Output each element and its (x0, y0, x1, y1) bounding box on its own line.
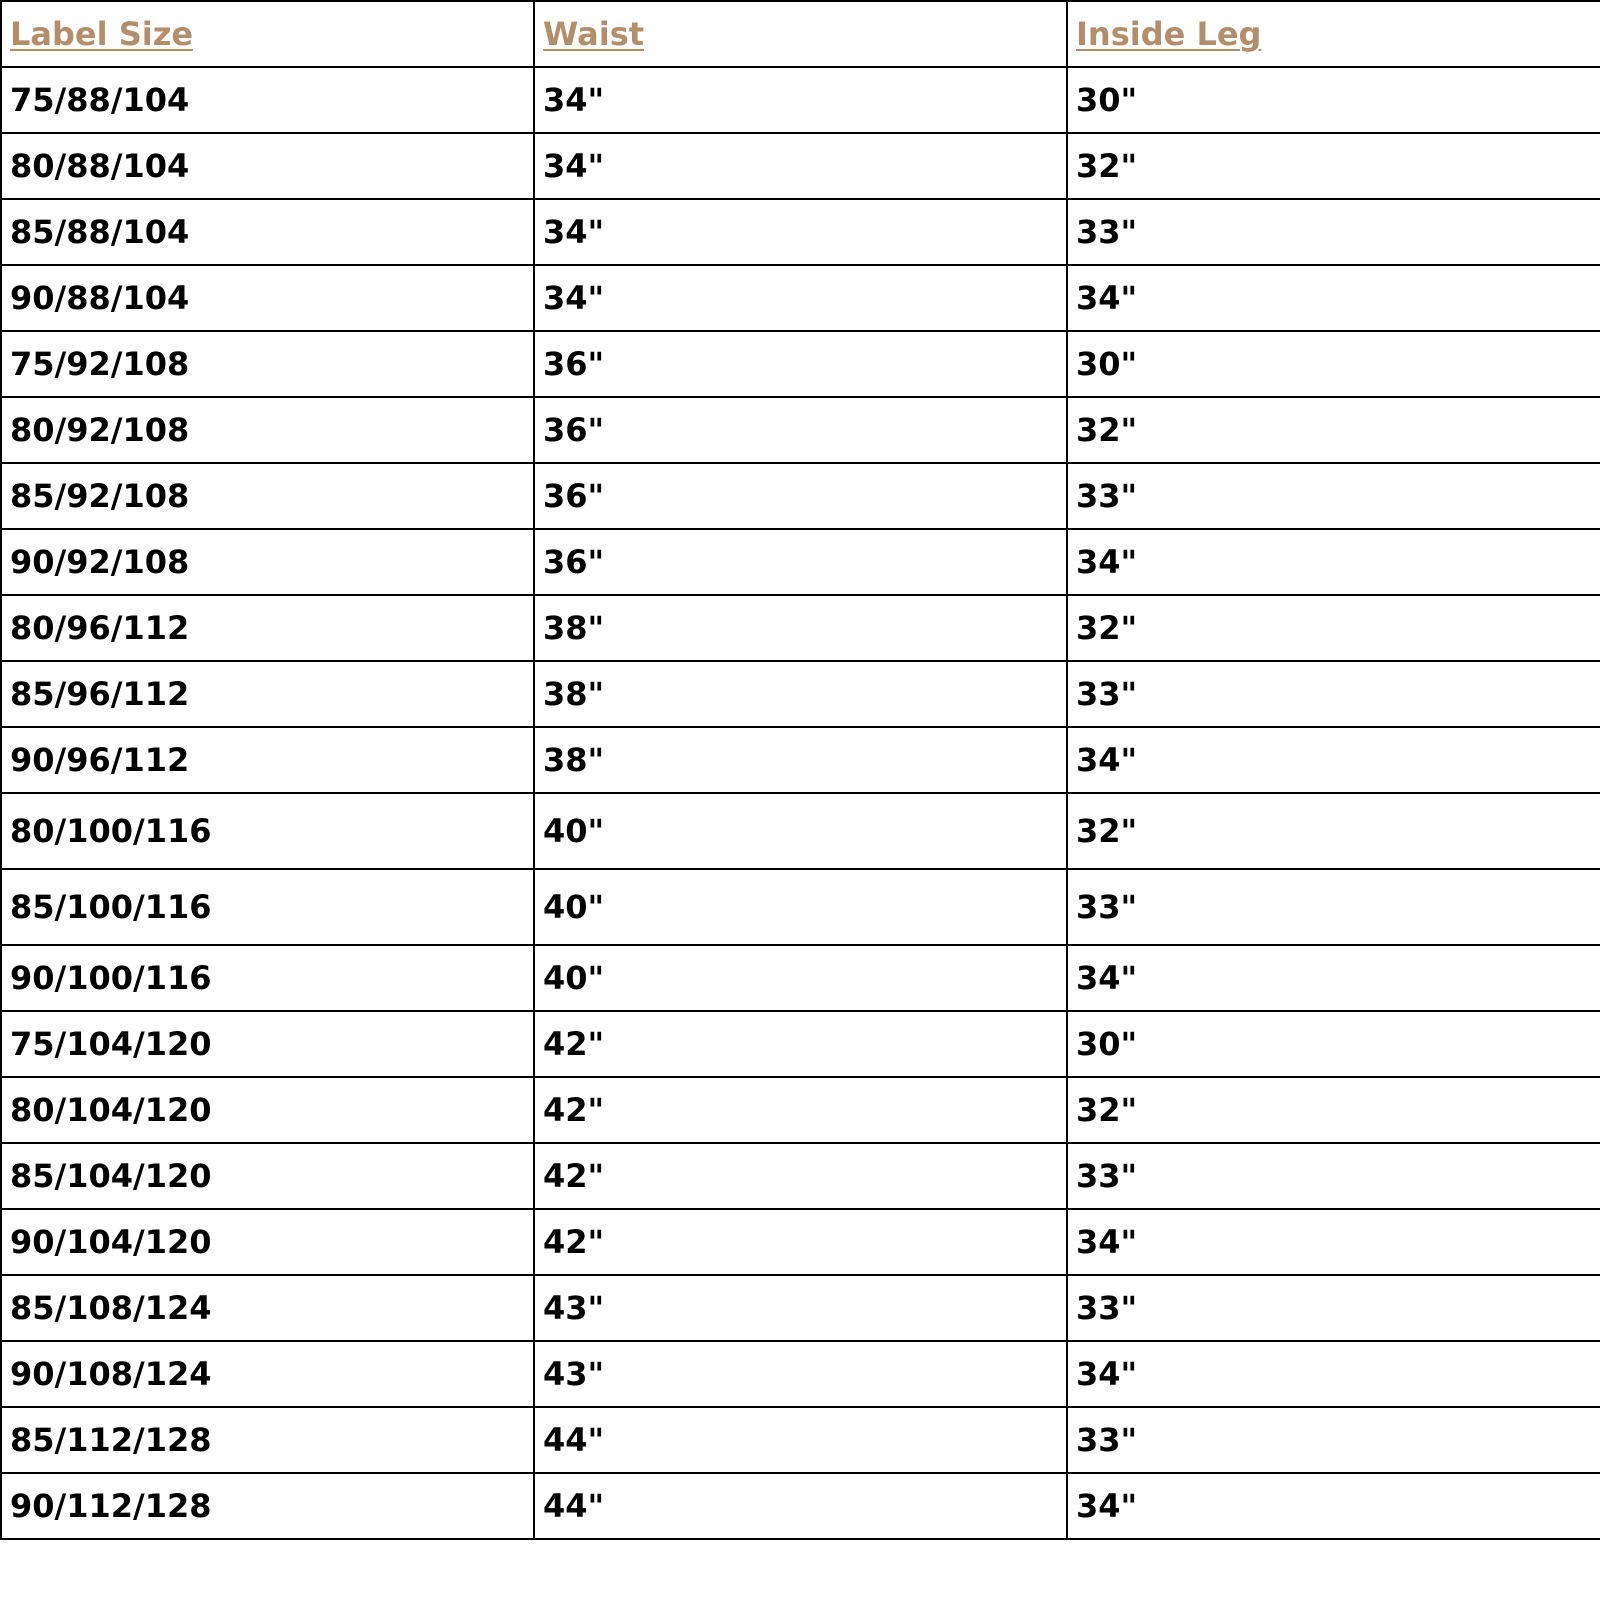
table-row (1, 727, 1600, 793)
cell-inside-leg: 30" (1067, 331, 1600, 397)
cell-inside-leg: 34" (1067, 529, 1600, 595)
cell-inside-leg: 32" (1067, 397, 1600, 463)
header-inside-leg[interactable] (1067, 1, 1600, 67)
cell-label-size: 80/100/116 (1, 793, 534, 869)
table-row (1, 1143, 1600, 1209)
cell-label-size: 85/104/120 (1, 1143, 534, 1209)
table-row (1, 1341, 1600, 1407)
table-row (1, 869, 1600, 945)
header-label-size[interactable] (1, 1, 534, 67)
cell-label-size: 80/92/108 (1, 397, 534, 463)
table-row (1, 463, 1600, 529)
cell-inside-leg: 33" (1067, 1143, 1600, 1209)
cell-label-size: 85/112/128 (1, 1407, 534, 1473)
cell-waist: 38" (534, 595, 1067, 661)
cell-waist: 44" (534, 1473, 1067, 1539)
cell-waist: 34" (534, 133, 1067, 199)
cell-label-size: 90/108/124 (1, 1341, 534, 1407)
cell-waist: 40" (534, 793, 1067, 869)
table-row (1, 1077, 1600, 1143)
cell-label-size: 85/96/112 (1, 661, 534, 727)
cell-label-size: 75/88/104 (1, 67, 534, 133)
table-row (1, 397, 1600, 463)
cell-label-size: 90/92/108 (1, 529, 534, 595)
cell-inside-leg: 33" (1067, 1407, 1600, 1473)
cell-waist: 42" (534, 1011, 1067, 1077)
cell-inside-leg: 34" (1067, 1209, 1600, 1275)
cell-inside-leg: 33" (1067, 869, 1600, 945)
cell-label-size: 80/104/120 (1, 1077, 534, 1143)
cell-inside-leg: 32" (1067, 793, 1600, 869)
table-row (1, 265, 1600, 331)
cell-waist: 40" (534, 869, 1067, 945)
cell-inside-leg: 34" (1067, 1341, 1600, 1407)
cell-inside-leg: 34" (1067, 727, 1600, 793)
cell-waist: 36" (534, 463, 1067, 529)
cell-inside-leg: 34" (1067, 1473, 1600, 1539)
cell-label-size: 75/92/108 (1, 331, 534, 397)
cell-label-size: 75/104/120 (1, 1011, 534, 1077)
cell-label-size: 90/88/104 (1, 265, 534, 331)
cell-waist: 42" (534, 1209, 1067, 1275)
cell-label-size: 80/88/104 (1, 133, 534, 199)
cell-label-size: 90/100/116 (1, 945, 534, 1011)
table-row (1, 67, 1600, 133)
cell-inside-leg: 32" (1067, 133, 1600, 199)
header-label-size-link[interactable]: Label Size (10, 15, 194, 53)
cell-waist: 42" (534, 1077, 1067, 1143)
cell-inside-leg: 34" (1067, 265, 1600, 331)
table-row (1, 1209, 1600, 1275)
cell-waist: 34" (534, 265, 1067, 331)
cell-inside-leg: 33" (1067, 199, 1600, 265)
cell-label-size: 85/92/108 (1, 463, 534, 529)
table-row (1, 331, 1600, 397)
cell-label-size: 85/88/104 (1, 199, 534, 265)
table-row (1, 661, 1600, 727)
table-row (1, 595, 1600, 661)
header-waist[interactable] (534, 1, 1067, 67)
cell-label-size: 85/100/116 (1, 869, 534, 945)
table-body (1, 67, 1600, 1539)
cell-waist: 38" (534, 661, 1067, 727)
cell-label-size: 90/104/120 (1, 1209, 534, 1275)
cell-waist: 34" (534, 199, 1067, 265)
cell-waist: 36" (534, 397, 1067, 463)
cell-inside-leg: 32" (1067, 1077, 1600, 1143)
cell-waist: 38" (534, 727, 1067, 793)
cell-waist: 34" (534, 67, 1067, 133)
cell-waist: 36" (534, 529, 1067, 595)
cell-inside-leg: 33" (1067, 1275, 1600, 1341)
table-row (1, 1473, 1600, 1539)
cell-waist: 42" (534, 1143, 1067, 1209)
cell-label-size: 85/108/124 (1, 1275, 534, 1341)
table-row (1, 793, 1600, 869)
cell-label-size: 90/96/112 (1, 727, 534, 793)
table-row (1, 1407, 1600, 1473)
table-row (1, 945, 1600, 1011)
cell-waist: 36" (534, 331, 1067, 397)
header-waist-link[interactable]: Waist (543, 15, 645, 53)
cell-inside-leg: 34" (1067, 945, 1600, 1011)
table-row (1, 1275, 1600, 1341)
cell-waist: 44" (534, 1407, 1067, 1473)
table-header-row (1, 1, 1600, 67)
cell-waist: 43" (534, 1341, 1067, 1407)
cell-inside-leg: 33" (1067, 463, 1600, 529)
cell-inside-leg: 32" (1067, 595, 1600, 661)
cell-waist: 43" (534, 1275, 1067, 1341)
table-row (1, 529, 1600, 595)
cell-waist: 40" (534, 945, 1067, 1011)
cell-inside-leg: 33" (1067, 661, 1600, 727)
header-inside-leg-link[interactable]: Inside Leg (1076, 15, 1262, 53)
cell-inside-leg: 30" (1067, 1011, 1600, 1077)
cell-inside-leg: 30" (1067, 67, 1600, 133)
cell-label-size: 80/96/112 (1, 595, 534, 661)
cell-label-size: 90/112/128 (1, 1473, 534, 1539)
table-row (1, 199, 1600, 265)
table-row (1, 133, 1600, 199)
table-row (1, 1011, 1600, 1077)
